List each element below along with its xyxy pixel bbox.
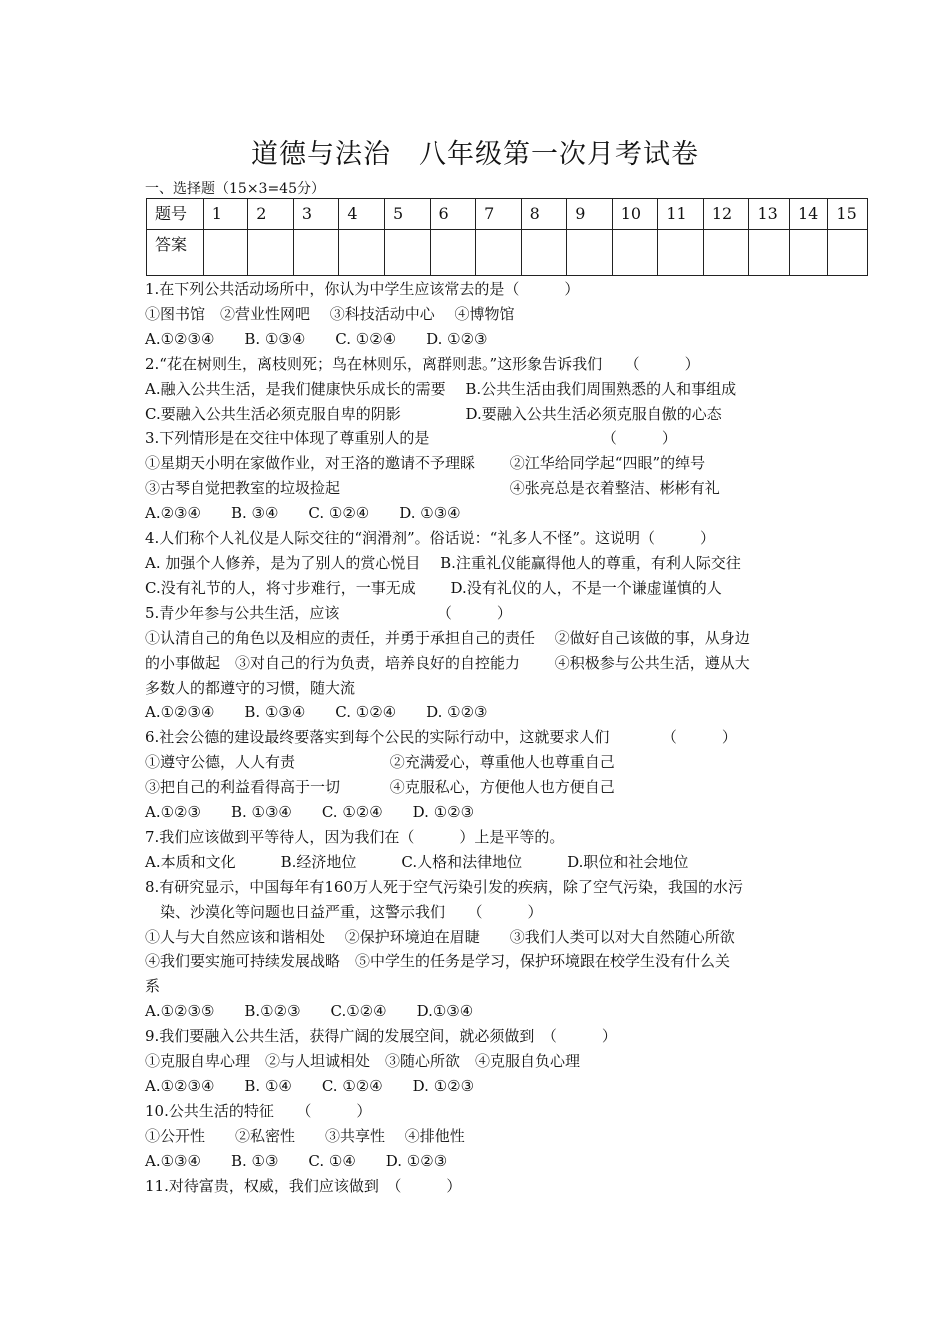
question-number-cell: 15 (828, 199, 868, 230)
question-line: 的小事做起 ③对自己的行为负责，培养良好的自控能力 ④积极参与公共生活，遵从大 (145, 653, 750, 672)
question-line: ③把自己的利益看得高于一切 ④克服私心，方便他人也方便自己 (145, 778, 615, 797)
section-heading: 一、选择题（15×3=45分） (145, 181, 325, 197)
question-line: 6.社会公德的建设最终要落实到每个公民的实际行动中，这就要求人们 （ ） (145, 728, 737, 747)
answer-cell[interactable] (612, 230, 658, 276)
question-line: 4.人们称个人礼仪是人际交往的“润滑剂”。俗话说：“礼多人不怪”。这说明（ ） (145, 529, 715, 548)
question-number-cell: 14 (789, 199, 827, 230)
exam-title: 道德与法治 八年级第一次月考试卷 (251, 139, 699, 170)
answer-table (146, 198, 868, 276)
question-number-cell: 11 (658, 199, 704, 230)
question-line: 10.公共生活的特征 （ ） (145, 1101, 372, 1120)
question-line: 系 (145, 977, 161, 996)
answer-cell[interactable] (248, 230, 294, 276)
question-number-cell: 4 (339, 199, 385, 230)
question-number-row (147, 199, 868, 230)
answer-cell[interactable] (339, 230, 385, 276)
question-number-cell: 1 (203, 199, 248, 230)
answer-cell[interactable] (828, 230, 868, 276)
question-line: A.融入公共生活，是我们健康快乐成长的需要 B.公共生活由我们周围熟悉的人和事组成 (145, 379, 737, 398)
question-line: A.①②③⑤ B.①②③ C.①②④ D.①③④ (145, 1002, 474, 1021)
answer-cell[interactable] (789, 230, 827, 276)
answer-cell[interactable] (203, 230, 248, 276)
question-line: A.①②③④ B. ①④ C. ①②④ D. ①②③ (145, 1077, 475, 1095)
question-number-cell: 5 (384, 199, 430, 230)
question-line: C.没有礼节的人，将寸步难行，一事无成 D.没有礼仪的人，不是一个谦虚谨慎的人 (145, 578, 722, 597)
question-number-cell: 2 (248, 199, 294, 230)
question-line: ①图书馆 ②营业性网吧 ③科技活动中心 ④博物馆 (145, 304, 515, 323)
answer-row (147, 230, 868, 276)
answer-cell[interactable] (749, 230, 790, 276)
question-number-cell: 6 (430, 199, 476, 230)
question-line: ①遵守公德，人人有责 ②充满爱心，尊重他人也尊重自己 (145, 753, 615, 772)
question-line: 2.“花在树则生，离枝则死；鸟在林则乐，离群则悲。”这形象告诉我们 （ ） (145, 354, 700, 373)
question-number-cell: 3 (293, 199, 339, 230)
answer-cell[interactable] (293, 230, 339, 276)
question-line: 9.我们要融入公共生活，获得广阔的发展空间，就必须做到 （ ） (145, 1027, 617, 1046)
question-line: 1.在下列公共活动场所中，你认为中学生应该常去的是（ ） (145, 280, 580, 298)
question-line: 8.有研究显示，中国每年有160万人死于空气污染引发的疾病，除了空气污染，我国的水污 (145, 877, 743, 896)
question-line: A.②③④ B. ③④ C. ①②④ D. ①③④ (145, 504, 461, 523)
question-line: A.①②③④ B. ①③④ C. ①②④ D. ①②③ (145, 329, 488, 348)
question-line: C.要融入公共生活必须克服自卑的阴影 D.要融入公共生活必须克服自傲的心态 (145, 404, 722, 423)
question-line: A.①③④ B. ①③ C. ①④ D. ①②③ (145, 1151, 448, 1170)
question-line: 7.我们应该做到平等待人，因为我们在（ ）上是平等的。 (145, 827, 565, 846)
question-line: 3.下列情形是在交往中体现了尊重别人的是 （ ） (145, 429, 677, 448)
question-line: ③古琴自觉把教室的垃圾捡起 ④张亮总是衣着整洁、彬彬有礼 (145, 479, 720, 498)
question-line: ①认清自己的角色以及相应的责任，并勇于承担自己的责任 ②做好自己该做的事，从身边 (145, 628, 750, 647)
question-line: A.本质和文化 B.经济地位 C.人格和法律地位 D.职位和社会地位 (145, 852, 689, 871)
question-line: 多数人的都遵守的习惯，随大流 (145, 678, 356, 697)
question-number-cell: 13 (749, 199, 790, 230)
answer-cell[interactable] (430, 230, 476, 276)
answer-cell[interactable] (658, 230, 704, 276)
answer-cell[interactable] (476, 230, 522, 276)
question-number-cell: 8 (521, 199, 567, 230)
answer-cell[interactable] (703, 230, 749, 276)
row-label-number: 题号 (147, 199, 204, 230)
question-number-cell: 10 (612, 199, 658, 230)
question-line: ①星期天小明在家做作业，对王洛的邀请不予理睬 ②江华给同学起“四眼”的绰号 (145, 454, 706, 473)
answer-cell[interactable] (567, 230, 613, 276)
question-number-cell: 12 (703, 199, 749, 230)
question-line: ①人与大自然应该和谐相处 ②保护环境迫在眉睫 ③我们人类可以对大自然随心所欲 (145, 927, 735, 946)
answer-cell[interactable] (521, 230, 567, 276)
question-line: 5.青少年参与公共生活，应该 （ ） (145, 603, 512, 622)
answer-cell[interactable] (384, 230, 430, 276)
question-line: A.①②③④ B. ①③④ C. ①②④ D. ①②③ (145, 703, 488, 722)
question-line: ④我们要实施可持续发展战略 ⑤中学生的任务是学习，保护环境跟在校学生没有什么关 (145, 952, 731, 971)
question-number-cell: 9 (567, 199, 613, 230)
question-number-cell: 7 (476, 199, 522, 230)
question-list (145, 277, 820, 1199)
question-line: 染、沙漠化等问题也日益严重，这警示我们 （ ） (145, 902, 543, 921)
question-line: 11.对待富贵，权威，我们应该做到 （ ） (145, 1176, 462, 1195)
question-line: ①克服自卑心理 ②与人坦诚相处 ③随心所欲 ④克服自负心理 (145, 1052, 581, 1071)
question-line: A.①②③ B. ①③④ C. ①②④ D. ①②③ (145, 803, 475, 822)
question-line: A. 加强个人修养，是为了别人的赏心悦目 B.注重礼仪能赢得他人的尊重，有利人际交往 (145, 553, 741, 572)
row-label-answer: 答案 (147, 230, 204, 276)
question-line: ①公开性 ②私密性 ③共享性 ④排他性 (145, 1126, 465, 1145)
